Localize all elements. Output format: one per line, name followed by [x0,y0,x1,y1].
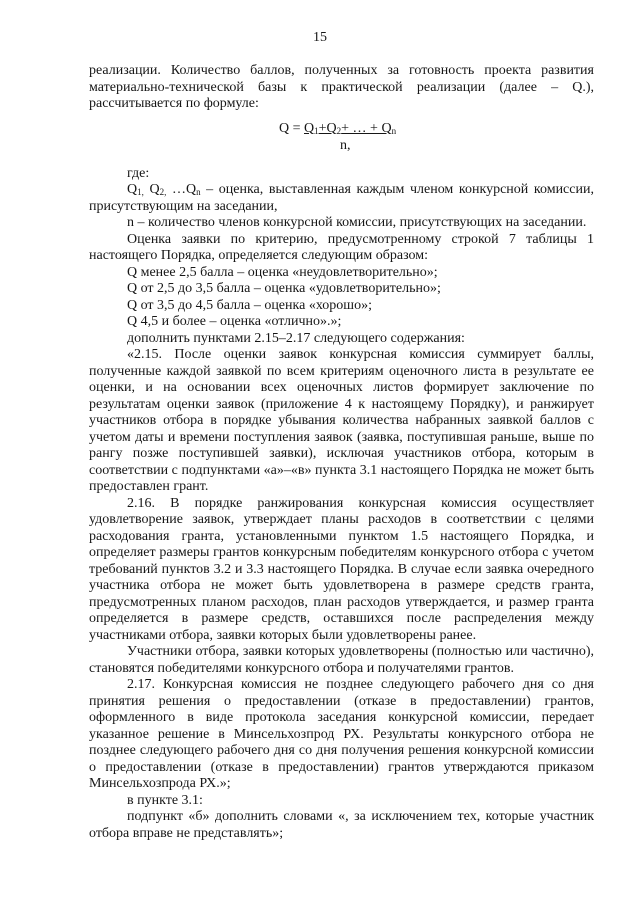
point-3-1: в пункте 3.1: [127,792,203,808]
scoring-intro: Оценка заявки по критерию, предусмотренному строкой 7 таблицы 1 настоящего Порядка, определяется следующим образом: [89,231,594,263]
where-label: где: [127,165,150,181]
document-body [89,63,594,842]
clause-2-17: 2.17. Конкурсная комиссия не позднее следующего рабочего дня со дня принятия решения о предоставлении (отказе в предоставлении) грантов, оформленного в виде протокола заседания конкурсной комиссии, передает указанное решение в Минсельхозпрод РХ. Результаты конкурсного отбора не позднее следующего рабочего дня со дня получения решения конкурсной комиссии о предоставлении (отказе в предоставлении) грантов утверждаются приказом Минсельхозпрода РХ.»; [89,677,594,791]
scoring-item: Q 4,5 и более – оценка «отлично».»; [127,314,342,329]
clause-2-15: «2.15. После оценки заявок конкурсная комиссия суммирует баллы, полученные каждой заявкой по всем критериям оценочного листа в результате ее оценки, и на основании всех оценочных листов формирует заключение по результатам оценки заявок (приложение 4 к настоящему Порядку), и ранжирует участников отбора в порядке убывания количества набранных заявкой баллов с учетом даты и времени поступления заявок (заявка, поступившая раньше, выше по рангу позже поступившей заявки), исключая участников отбора, которым в соответствии с подпунктами «а»–«в» пункта 3.1 настоящего Порядка не может быть предоставлен грант. [89,347,594,494]
definition-n: n – количество членов конкурсной комиссии, присутствующих на заседании. [127,215,587,230]
clause-2-16: 2.16. В порядке ранжирования конкурсная комиссия осуществляет удовлетворение заявок, утверждает планы расходов в соответствии с целями расходования гранта, установленными пунктом 1.5 настоящего Порядка, и определяет размеры грантов конкурсным победителям конкурсного отбора с учетом требований пунктов 3.2 и 3.3 настоящего Порядка. В случае если заявка очередного участника отбора не может быть удовлетворена в размере средств гранта, предусмотренных планом расходов, план расходов утверждается, и размер гранта определяется в размере средств, оставшихся после распределения между участниками отбора, заявки которых были удовлетворены ранее. [89,495,594,643]
scoring-item: Q от 2,5 до 3,5 балла – оценка «удовлетворительно»; [127,281,441,296]
definition-q: $Q_{1,}$ $Q_{2,}$ $\dots Q_n$ – оценка, выставленная каждым членом конкурсной комиссии, присутствующим на заседании, [89,182,594,214]
scoring-item: Q менее 2,5 балла – оценка «неудовлетворительно»; [127,264,438,280]
supplement-line: дополнить пунктами 2.15–2.17 следующего содержания: [127,330,465,346]
scoring-item: Q от 3,5 до 4,5 балла – оценка «хорошо»; [127,297,372,313]
clause-2-16-winners: Участники отбора, заявки которых удовлетворены (полностью или частично), становятся победителями конкурсного отбора и получателями грантов. [89,644,594,676]
formula-denominator: n, [340,137,351,153]
formula-numerator: $Q = Q_1+Q_2+$ … + $Q_n$ [279,120,397,136]
paragraph-formula-intro: реализации. Количество баллов, полученных за готовность проекта развития материально-технической базы к практической реализации (далее – Q.), рассчитывается по формуле: [89,63,594,111]
page-number: 15 [313,30,327,45]
formula [89,119,594,159]
subpoint-b: подпункт «б» дополнить словами «, за исключением тех, которые участник отбора вправе не представлять»; [89,809,594,841]
